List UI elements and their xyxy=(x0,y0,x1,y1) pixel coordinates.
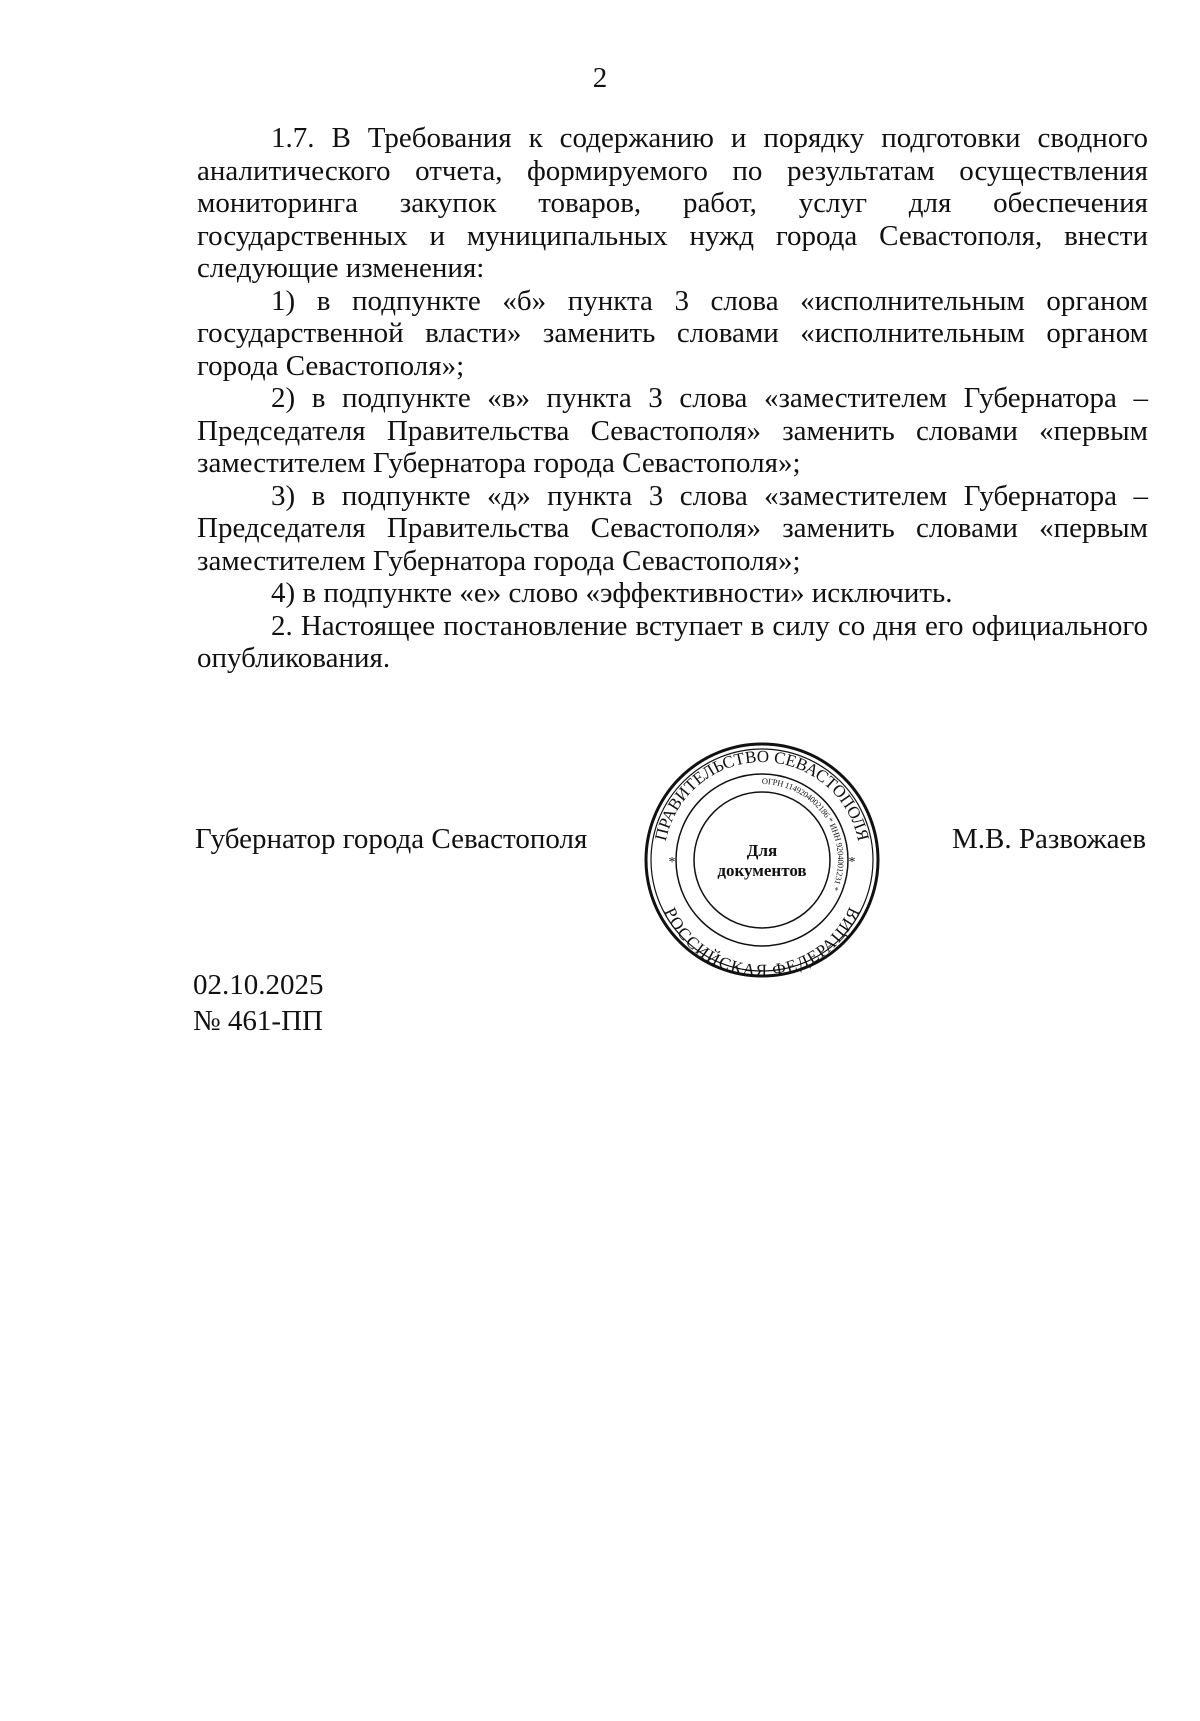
paragraph-subitem-3: 3) в подпункте «д» пункта 3 слова «заместителем Губернатора – Председателя Правительства Севастополя» заменить словами «первым заместителем Губернатора города Севастополя»; xyxy=(197,479,1148,577)
paragraph-subitem-1: 1) в подпункте «б» пункта 3 слова «исполнительным органом государственной власти» заменить словами «исполнительным органом города Севастополя»; xyxy=(197,284,1148,382)
seal-center-line2: документов xyxy=(717,861,807,880)
paragraph-2: 2. Настоящее постановление вступает в силу со дня его официального опубликования. xyxy=(197,609,1148,674)
official-seal xyxy=(642,740,882,980)
seal-inner-ring-text: ОГРН 1149204002186 * ИНН 9204001231 * xyxy=(761,775,846,893)
seal-outer-bottom-text: РОССИЙСКАЯ ФЕДЕРАЦИЯ xyxy=(660,904,864,980)
document-body xyxy=(197,122,1148,675)
signatory-name: М.В. Развожаев xyxy=(952,823,1147,855)
paragraph-1-7: 1.7. В Требования к содержанию и порядку подготовки сводного аналитического отчета, формируемого по результатам осуществления мониторинга закупок товаров, работ, услуг для обеспечения государственных и муниципальных нужд города Севастополя, внести следующие изменения: xyxy=(197,122,1148,284)
page-number: 2 xyxy=(592,62,608,94)
paragraph-subitem-4: 4) в подпункте «е» слово «эффективности» исключить. xyxy=(271,577,953,609)
seal-star-right-icon: * xyxy=(848,855,856,870)
seal-outer-top-text: ПРАВИТЕЛЬСТВО СЕВАСТОПОЛЯ xyxy=(651,746,873,843)
seal-center-line1: Для xyxy=(746,841,778,860)
document-date: 02.10.2025 xyxy=(193,969,324,1001)
document-number: № 461-ПП xyxy=(193,1005,323,1037)
document-meta xyxy=(193,967,324,1039)
paragraph-subitem-2: 2) в подпункте «в» пункта 3 слова «заместителем Губернатора – Председателя Правительства Севастополя» заменить словами «первым заместителем Губернатора города Севастополя»; xyxy=(197,382,1148,479)
seal-star-left-icon: * xyxy=(668,855,676,870)
signatory-title: Губернатор города Севастополя xyxy=(195,823,588,855)
